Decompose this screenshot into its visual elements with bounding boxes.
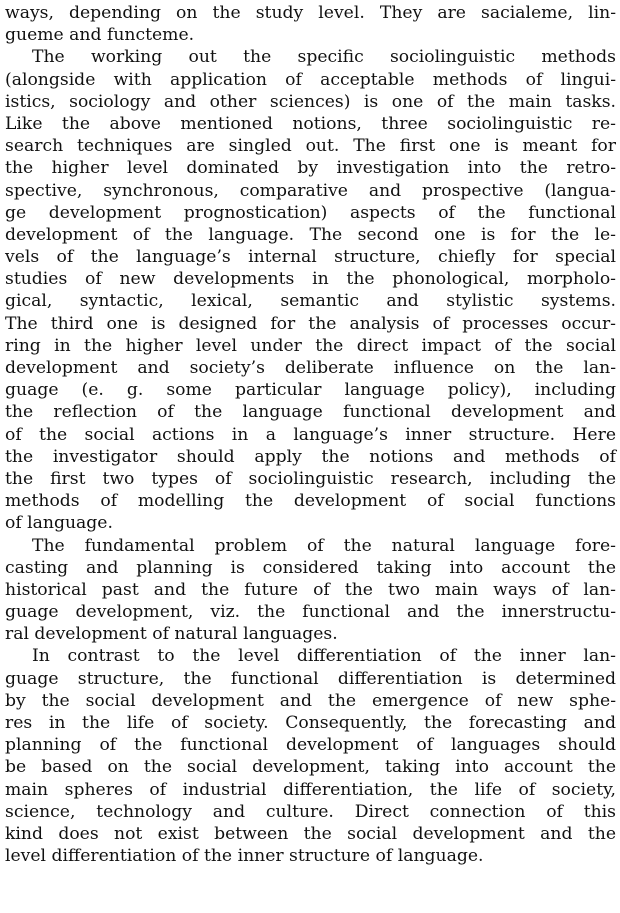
text-line: guage structure, the functional differentiation is determined — [5, 668, 616, 689]
paragraph — [5, 46, 616, 534]
text-line: The fundamental problem of the natural language fore- — [32, 535, 616, 556]
text-line: search techniques are singled out. The first one is meant for — [5, 136, 616, 157]
text-line: guage (e. g. some particular language policy), including — [5, 380, 616, 401]
text-line: ring in the higher level under the direct impact of the social — [5, 335, 616, 356]
text-line: the higher level dominated by investigation into the retro- — [5, 158, 616, 179]
text-line: historical past and the future of the two main ways of lan- — [5, 579, 616, 600]
text-line: the investigator should apply the notions and methods of — [5, 446, 616, 467]
text-line: development of the language. The second one is for the le- — [5, 224, 616, 245]
text-line: In contrast to the level differentiation of the inner lan- — [32, 646, 616, 667]
text-line: guage development, viz. the functional and the innerstructu- — [5, 602, 616, 623]
text-line: the reflection of the language functional development and — [5, 402, 616, 423]
text-line: methods of modelling the development of social functions — [5, 491, 616, 512]
text-line: of the social actions in a language’s inner structure. Here — [5, 424, 616, 445]
text-line: res in the life of society. Consequently, the forecasting and — [5, 713, 616, 733]
text-line: ral development of natural languages. — [5, 624, 338, 645]
text-line: level differentiation of the inner structure of language. — [5, 846, 484, 867]
text-line: The third one is designed for the analysis of processes occur- — [5, 313, 616, 334]
text-line: main spheres of industrial differentiation, the life of society, — [5, 779, 616, 800]
text-line: by the social development and the emergence of new sphe- — [5, 690, 616, 711]
document-page — [5, 2, 616, 867]
text-line: gueme and functeme. — [5, 25, 195, 46]
text-line: the first two types of sociolinguistic research, including the — [5, 468, 616, 489]
text-line: vels of the language’s internal structure, chiefly for special — [5, 247, 616, 268]
paragraph — [5, 535, 616, 646]
text-line: Like the above mentioned notions, three sociolinguistic re- — [5, 113, 616, 134]
text-line: The working out the specific sociolinguistic methods — [32, 47, 616, 68]
paragraph — [5, 645, 616, 867]
text-line: istics, sociology and other sciences) is one of the main tasks. — [5, 91, 616, 112]
text-line: science, technology and culture. Direct connection of this — [5, 801, 616, 822]
text-line: be based on the social development, taking into account the — [5, 757, 616, 778]
text-line: ways, depending on the study level. They are sacialeme, lin- — [5, 3, 616, 23]
text-line: casting and planning is considered taking into account the — [5, 557, 616, 578]
text-line: (alongside with application of acceptable methods of lingui- — [5, 69, 616, 90]
text-line: ge development prognostication) aspects of the functional — [5, 202, 616, 223]
text-line: planning of the functional development of languages should — [5, 735, 616, 756]
text-line: spective, synchronous, comparative and prospective (langua- — [5, 180, 616, 201]
paragraph — [5, 2, 616, 46]
text-line: development and society’s deliberate influence on the lan- — [5, 358, 616, 378]
text-line: gical, syntactic, lexical, semantic and stylistic systems. — [5, 291, 616, 312]
text-line: kind does not exist between the social development and the — [5, 823, 616, 844]
text-line: studies of new developments in the phonological, morpholo- — [5, 269, 616, 290]
text-line: of language. — [5, 513, 113, 534]
